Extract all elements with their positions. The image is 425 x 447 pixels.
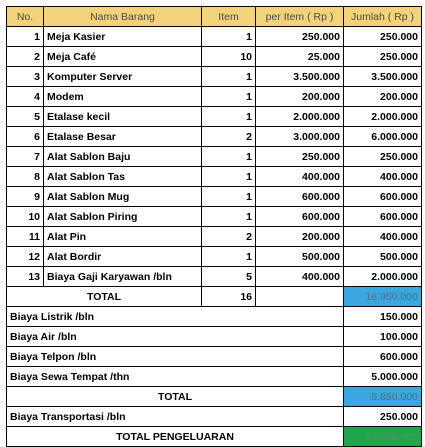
cost-label[interactable]: Biaya Telpon /bln [7,347,344,367]
cost-row [7,367,422,387]
expense-table [6,6,422,447]
table-row [7,227,422,247]
empty-cell[interactable] [256,287,344,307]
row-price-cell[interactable]: 600.000 [256,187,344,207]
transport-value[interactable]: 250.000 [344,407,422,427]
row-total-cell[interactable]: 500.000 [344,247,422,267]
row-price-cell[interactable]: 200.000 [256,87,344,107]
table-row [7,247,422,267]
grand-total-label[interactable]: TOTAL PENGELUARAN [7,427,344,447]
row-item-cell[interactable]: 1 [202,27,256,47]
items-total-value[interactable]: 16.950.000 [344,287,422,307]
row-no-cell[interactable]: 1 [7,27,44,47]
transport-label[interactable]: Biaya Transportasi /bln [7,407,344,427]
table-row [7,187,422,207]
row-item-cell[interactable]: 1 [202,107,256,127]
header-row [7,7,422,27]
row-total-cell[interactable]: 250.000 [344,147,422,167]
row-item-cell[interactable]: 1 [202,87,256,107]
row-total-cell[interactable]: 250.000 [344,27,422,47]
costs-total-value[interactable]: 5.850.000 [344,387,422,407]
cost-row [7,307,422,327]
items-total-label[interactable]: TOTAL [7,287,202,307]
cost-row [7,327,422,347]
row-name-cell[interactable]: Alat Sablon Tas [44,167,202,187]
row-no-cell[interactable]: 2 [7,47,44,67]
row-name-cell[interactable]: Alat Pin [44,227,202,247]
row-name-cell[interactable]: Meja Café [44,47,202,67]
costs-total-label[interactable]: TOTAL [7,387,344,407]
header-name[interactable]: Nama Barang [44,7,202,27]
cost-label[interactable]: Biaya Listrik /bln [7,307,344,327]
row-no-cell[interactable]: 13 [7,267,44,287]
row-item-cell[interactable]: 10 [202,47,256,67]
row-no-cell[interactable]: 6 [7,127,44,147]
cost-value[interactable]: 150.000 [344,307,422,327]
row-price-cell[interactable]: 3.500.000 [256,67,344,87]
items-total-count[interactable]: 16 [202,287,256,307]
row-name-cell[interactable]: Alat Sablon Baju [44,147,202,167]
row-name-cell[interactable]: Alat Sablon Mug [44,187,202,207]
row-total-cell[interactable]: 600.000 [344,207,422,227]
cost-value[interactable]: 5.000.000 [344,367,422,387]
row-no-cell[interactable]: 9 [7,187,44,207]
row-name-cell[interactable]: Modem [44,87,202,107]
table-row [7,87,422,107]
row-price-cell[interactable]: 500.000 [256,247,344,267]
row-name-cell[interactable]: Etalase kecil [44,107,202,127]
row-price-cell[interactable]: 250.000 [256,27,344,47]
row-name-cell[interactable]: Alat Bordir [44,247,202,267]
row-price-cell[interactable]: 200.000 [256,227,344,247]
cost-label[interactable]: Biaya Sewa Tempat /thn [7,367,344,387]
cost-row [7,347,422,367]
header-jumlah[interactable]: Jumlah ( Rp ) [344,7,422,27]
table-row [7,207,422,227]
table-row [7,167,422,187]
table-row [7,147,422,167]
row-item-cell[interactable]: 1 [202,167,256,187]
row-name-cell[interactable]: Meja Kasier [44,27,202,47]
row-no-cell[interactable]: 12 [7,247,44,267]
row-name-cell[interactable]: Etalase Besar [44,127,202,147]
row-price-cell[interactable]: 400.000 [256,167,344,187]
row-price-cell[interactable]: 3.000.000 [256,127,344,147]
row-item-cell[interactable]: 5 [202,267,256,287]
costs-total-row [7,387,422,407]
row-item-cell[interactable]: 1 [202,247,256,267]
row-item-cell[interactable]: 1 [202,67,256,87]
row-price-cell[interactable]: 2.000.000 [256,107,344,127]
table-row [7,267,422,287]
transport-row [7,407,422,427]
row-name-cell[interactable]: Komputer Server [44,67,202,87]
row-no-cell[interactable]: 11 [7,227,44,247]
row-total-cell[interactable]: 2.000.000 [344,107,422,127]
row-total-cell[interactable]: 600.000 [344,187,422,207]
row-no-cell[interactable]: 7 [7,147,44,167]
row-price-cell[interactable]: 250.000 [256,147,344,167]
table-row [7,107,422,127]
table-row [7,27,422,47]
row-total-cell[interactable]: 6.000.000 [344,127,422,147]
row-total-cell[interactable]: 400.000 [344,227,422,247]
row-price-cell[interactable]: 25.000 [256,47,344,67]
row-no-cell[interactable]: 3 [7,67,44,87]
row-no-cell[interactable]: 8 [7,167,44,187]
row-total-cell[interactable]: 400.000 [344,167,422,187]
table-row [7,127,422,147]
grand-total-value[interactable]: 23.050.000 [344,427,422,447]
items-total-row [7,287,422,307]
header-item[interactable]: Item [202,7,256,27]
cost-label[interactable]: Biaya Air /bln [7,327,344,347]
row-total-cell[interactable]: 2.000.000 [344,267,422,287]
row-price-cell[interactable]: 400.000 [256,267,344,287]
header-per-item[interactable]: per Item ( Rp ) [256,7,344,27]
row-price-cell[interactable]: 600.000 [256,207,344,227]
row-no-cell[interactable]: 10 [7,207,44,227]
cost-value[interactable]: 600.000 [344,347,422,367]
row-item-cell[interactable]: 1 [202,187,256,207]
row-no-cell[interactable]: 4 [7,87,44,107]
row-name-cell[interactable]: Biaya Gaji Karyawan /bln [44,267,202,287]
row-total-cell[interactable]: 200.000 [344,87,422,107]
cost-value[interactable]: 100.000 [344,327,422,347]
row-total-cell[interactable]: 3.500.000 [344,67,422,87]
row-name-cell[interactable]: Alat Sablon Piring [44,207,202,227]
row-item-cell[interactable]: 2 [202,227,256,247]
row-item-cell[interactable]: 1 [202,207,256,227]
row-no-cell[interactable]: 5 [7,107,44,127]
table-row [7,67,422,87]
row-item-cell[interactable]: 2 [202,127,256,147]
grand-total-row [7,427,422,447]
row-total-cell[interactable]: 250.000 [344,47,422,67]
table-row [7,47,422,67]
row-item-cell[interactable]: 1 [202,147,256,167]
header-no[interactable]: No. [7,7,44,27]
